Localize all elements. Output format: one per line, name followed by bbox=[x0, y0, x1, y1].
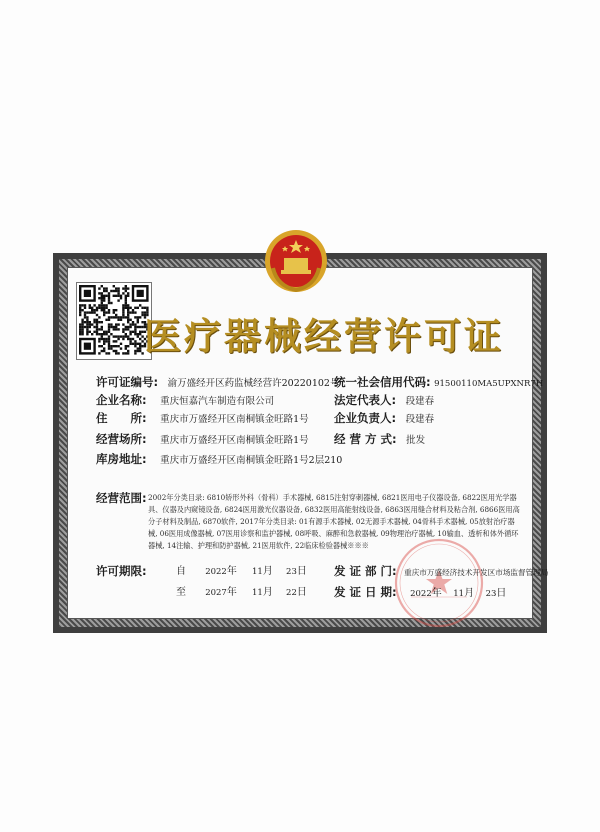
issue-date-row bbox=[334, 586, 506, 601]
validity-label: 许可期限: bbox=[96, 564, 147, 578]
validity-to-month: 11 bbox=[252, 588, 263, 598]
business-premises-label: 经营场所: bbox=[96, 432, 147, 446]
business-mode-value: 批发 bbox=[406, 435, 426, 446]
enterprise-head-value: 段建春 bbox=[405, 414, 435, 425]
warehouse-address-label: 库房地址: bbox=[96, 452, 147, 466]
qr-code-icon bbox=[77, 283, 151, 359]
issue-date-label: 发 证 日 期: bbox=[334, 585, 397, 599]
qr-code bbox=[76, 282, 152, 360]
business-scope-label-row bbox=[96, 492, 147, 505]
issue-date-day-unit: 日 bbox=[496, 588, 507, 599]
validity-from-year: 2022 bbox=[205, 567, 227, 577]
validity-to-row bbox=[176, 586, 307, 600]
validity-from-month-unit: 月 bbox=[262, 566, 273, 577]
validity-from-year-unit: 年 bbox=[226, 566, 237, 577]
issuer-label: 发 证 部 门: bbox=[334, 564, 397, 578]
issuer-row bbox=[334, 565, 548, 579]
business-mode-row bbox=[334, 433, 425, 447]
domicile-row bbox=[96, 412, 309, 426]
issue-date-month-unit: 月 bbox=[464, 588, 475, 599]
legal-representative-label: 法定代表人: bbox=[334, 393, 397, 407]
issue-date-month: 11 bbox=[453, 589, 465, 599]
credit-code-label: 统一社会信用代码: bbox=[334, 375, 431, 389]
validity-to-day: 22 bbox=[286, 588, 297, 598]
license-number-value: 渝万盛经开区药监械经营许20220102号 bbox=[167, 378, 340, 389]
validity-from-row bbox=[176, 565, 307, 579]
business-mode-label: 经 营 方 式: bbox=[334, 432, 397, 446]
validity-from-day-unit: 日 bbox=[296, 566, 307, 577]
domicile-label: 住 所: bbox=[96, 411, 147, 425]
legal-representative-row bbox=[334, 394, 434, 408]
credit-code-row bbox=[334, 376, 543, 391]
validity-from-month: 11 bbox=[252, 567, 263, 577]
certificate-title: 医疗器械经营许可证 bbox=[144, 314, 504, 358]
validity-to-month-unit: 月 bbox=[262, 587, 273, 598]
validity-to-year-unit: 年 bbox=[226, 587, 237, 598]
validity-from-day: 23 bbox=[286, 567, 297, 577]
validity-to-day-unit: 日 bbox=[296, 587, 307, 598]
license-number-label: 许可证编号: bbox=[96, 375, 159, 389]
company-name-row bbox=[96, 394, 274, 408]
license-number-row bbox=[96, 376, 339, 390]
validity-label-row bbox=[96, 565, 147, 578]
official-seal-stamp bbox=[393, 537, 485, 629]
issue-date-year: 2022 bbox=[410, 589, 432, 599]
business-premises-row bbox=[96, 433, 309, 447]
business-scope-text: 2002年分类目录: 6810矫形外科（骨科）手术器械, 6815注射穿刺器械, 6821医用电子仪器设备, 6822医用光学器具、仪器及内窥镜设备, 6824医用激光仪器设备, 6832医用高能射线设备, 6863医用缝合材料及粘合剂, 6866医用高分子材料及制品, 6870软件, 2017年分类目录: 01有源手术器械, 02无源手术器械, 04骨科手术器械, 05放射治疗器械, 06医用成像器械, 07医用诊察和监护器械, 08呼吸、麻醉和急救器械, 09物理治疗器械, 10输血、透析和体外循环器械, 14注输、护理和防护器械, 21医用软件, 22临床检验器械※※※ bbox=[148, 493, 520, 550]
company-name-label: 企业名称: bbox=[96, 393, 147, 407]
domicile-value: 重庆市万盛经开区南桐镇金旺路1号 bbox=[160, 414, 309, 425]
validity-to-prefix: 至 bbox=[176, 587, 186, 598]
issue-date-day: 23 bbox=[485, 589, 497, 599]
warehouse-address-value: 重庆市万盛经开区南桐镇金旺路1号2层210 bbox=[160, 455, 343, 466]
enterprise-head-row bbox=[334, 412, 434, 426]
business-scope-label: 经营范围: bbox=[96, 491, 147, 505]
national-emblem-icon bbox=[263, 228, 329, 294]
business-premises-value: 重庆市万盛经开区南桐镇金旺路1号 bbox=[160, 435, 309, 446]
issue-date-year-unit: 年 bbox=[431, 588, 442, 599]
credit-code-value: 91500110MA5UPXNR7H bbox=[434, 379, 544, 389]
warehouse-address-row bbox=[96, 453, 342, 467]
legal-representative-value: 段建春 bbox=[405, 396, 435, 407]
company-name-value: 重庆恒嘉汽车制造有限公司 bbox=[160, 396, 275, 407]
validity-from-prefix: 自 bbox=[176, 566, 186, 577]
enterprise-head-label: 企业负责人: bbox=[334, 411, 397, 425]
issuer-value: 重庆市万盛经济技术开发区市场监督管理局 bbox=[404, 568, 549, 577]
validity-to-year: 2027 bbox=[205, 588, 227, 598]
